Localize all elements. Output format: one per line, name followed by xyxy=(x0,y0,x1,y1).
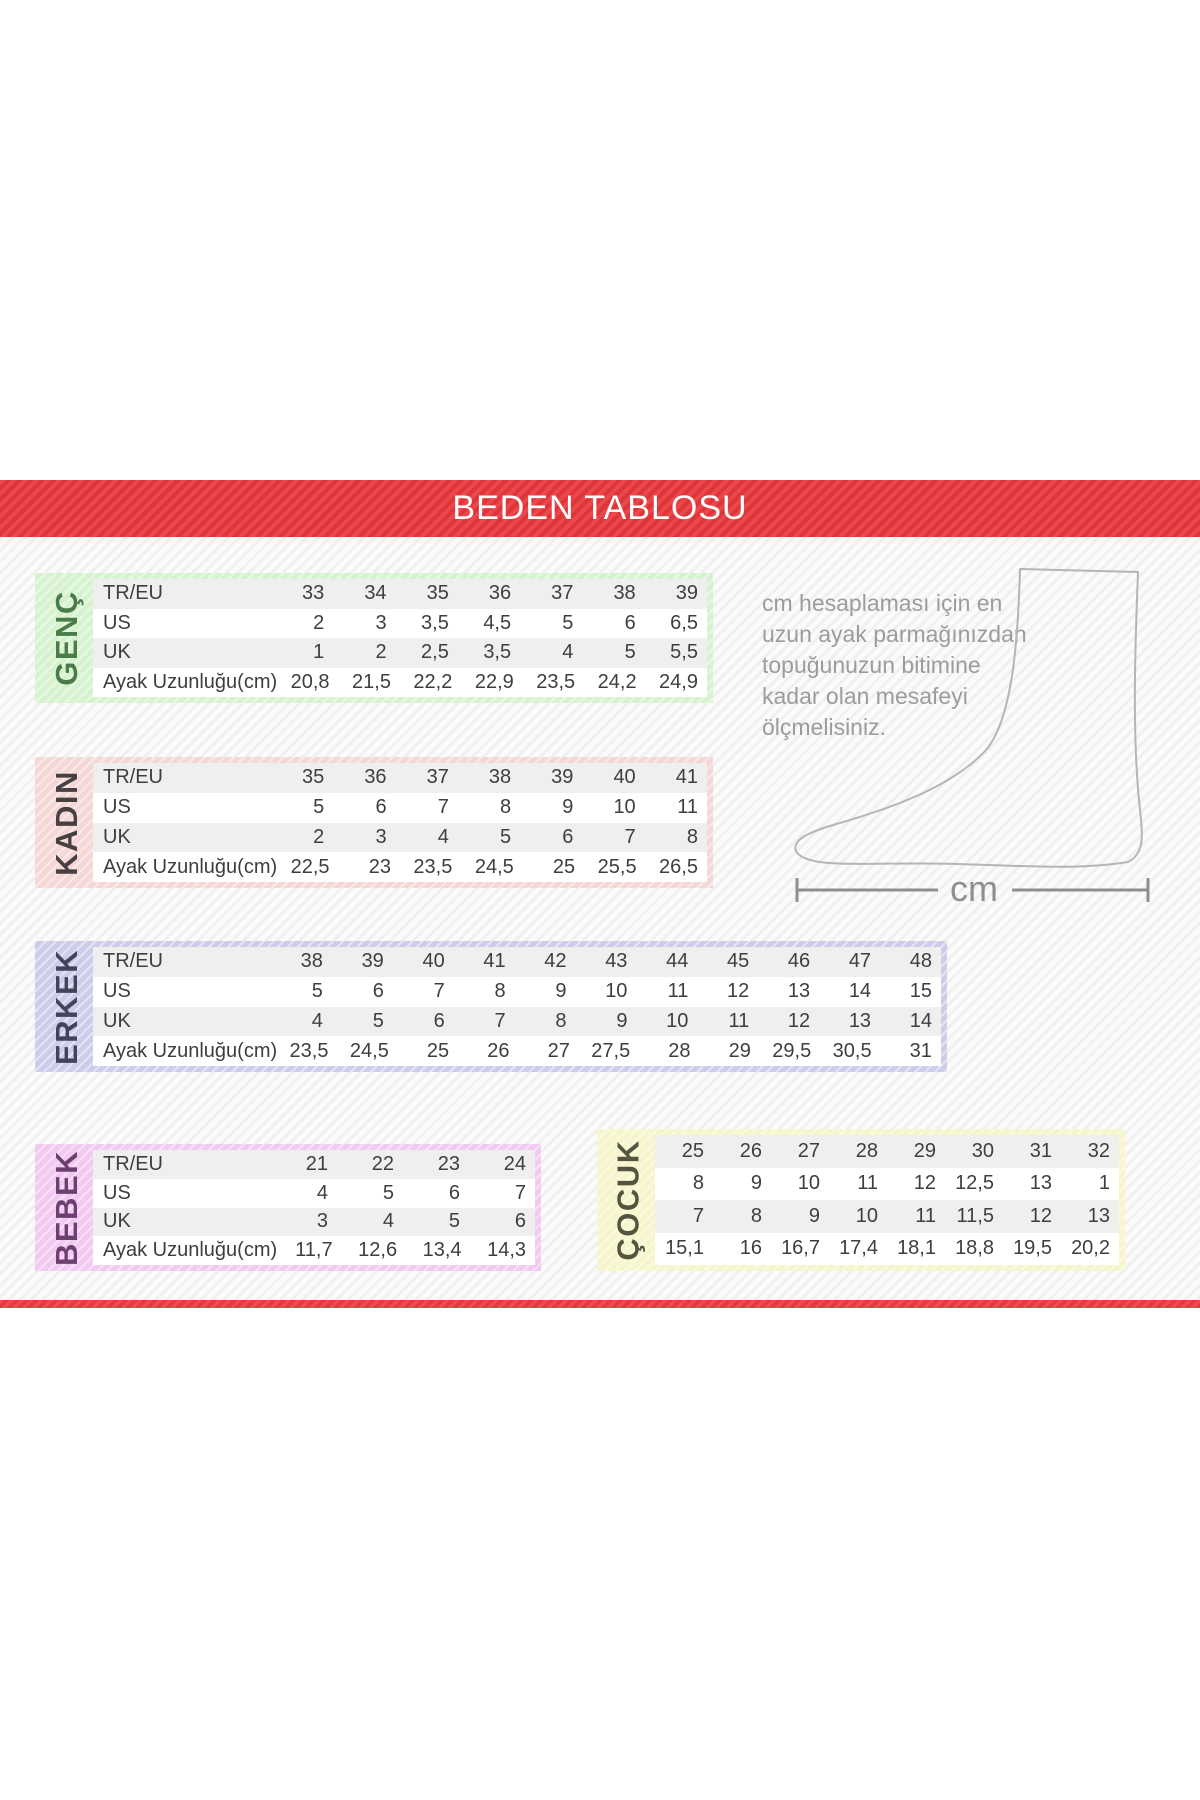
size-cell: 40 xyxy=(613,766,636,789)
instruction-line: topuğunuzun bitimine xyxy=(762,652,981,678)
size-cell: 15 xyxy=(909,980,932,1003)
foot-outline-path xyxy=(795,569,1141,867)
size-cell: 25 xyxy=(681,1139,704,1162)
size-cell: 8 xyxy=(494,980,506,1003)
size-cell: 11 xyxy=(915,1204,936,1227)
size-cell: 41 xyxy=(483,950,506,973)
size-table-erkek xyxy=(35,941,947,1072)
size-cell: 28 xyxy=(668,1039,691,1062)
size-cell: 44 xyxy=(666,950,689,973)
size-cell: 24 xyxy=(503,1152,526,1175)
size-cell: 3 xyxy=(316,1210,328,1233)
size-cell: 2 xyxy=(375,641,387,664)
table-row xyxy=(93,638,707,668)
size-cell: 29 xyxy=(913,1139,936,1162)
size-cell: 6 xyxy=(448,1181,460,1204)
size-cell: 10 xyxy=(605,980,628,1003)
row-label: US xyxy=(103,1181,131,1204)
foot-outline-icon xyxy=(788,558,1160,908)
size-cell: 27 xyxy=(797,1139,820,1162)
size-cell: 30,5 xyxy=(832,1039,872,1062)
table-row xyxy=(655,1168,1119,1201)
size-cell: 4 xyxy=(316,1181,328,1204)
size-cell: 8 xyxy=(555,1009,567,1032)
measure-unit-label: cm xyxy=(950,868,998,908)
size-cell: 20,8 xyxy=(290,670,330,693)
table-side-bebek xyxy=(41,1150,93,1265)
size-cell: 6 xyxy=(624,611,636,634)
size-cell: 5 xyxy=(562,611,574,634)
size-cell: 6 xyxy=(562,825,574,848)
size-cell: 12,5 xyxy=(955,1172,994,1195)
size-cell: 23,5 xyxy=(289,1039,329,1062)
page-title: BEDEN TABLOSU xyxy=(452,489,748,527)
row-label: Ayak Uzunluğu(cm) xyxy=(103,670,278,693)
size-cell: 28 xyxy=(855,1139,878,1162)
size-cell: 11 xyxy=(857,1172,878,1195)
size-cell: 6 xyxy=(375,796,387,819)
size-cell: 3,5 xyxy=(421,611,449,634)
table-rows xyxy=(93,579,707,697)
size-cell: 21 xyxy=(305,1152,328,1175)
table-side-erkek xyxy=(41,947,93,1066)
size-cell: 8 xyxy=(750,1204,762,1227)
size-cell: 2 xyxy=(313,825,325,848)
size-cell: 6 xyxy=(514,1210,526,1233)
table-row xyxy=(93,1236,535,1265)
size-cell: 39 xyxy=(361,950,384,973)
size-cell: 38 xyxy=(488,766,512,789)
size-cell: 5,5 xyxy=(670,641,698,664)
size-cell: 8 xyxy=(692,1172,704,1195)
size-cell: 27 xyxy=(547,1039,570,1062)
size-cell: 36 xyxy=(364,766,387,789)
size-cell: 25,5 xyxy=(597,855,637,878)
table-row xyxy=(93,763,707,793)
row-label: TR/EU xyxy=(103,1152,163,1175)
size-cell: 12 xyxy=(727,980,750,1003)
size-cell: 11 xyxy=(667,980,689,1003)
size-cell: 13 xyxy=(848,1009,872,1032)
size-cell: 40 xyxy=(422,950,445,973)
size-cell: 7 xyxy=(433,980,445,1003)
size-cell: 32 xyxy=(1087,1139,1110,1162)
table-rows xyxy=(655,1135,1119,1265)
size-cell: 12 xyxy=(1029,1204,1052,1227)
table-row xyxy=(93,609,707,639)
size-cell: 35 xyxy=(302,766,325,789)
size-cell: 23,5 xyxy=(413,855,453,878)
table-row xyxy=(93,1179,535,1208)
size-cell: 22,2 xyxy=(413,670,453,693)
size-cell: 9 xyxy=(616,1009,628,1032)
table-side-cocuk xyxy=(603,1135,655,1265)
table-category-label: ÇOCUK xyxy=(611,1139,647,1261)
size-cell: 24,9 xyxy=(659,670,698,693)
size-cell: 3,5 xyxy=(483,641,512,664)
size-cell: 9 xyxy=(750,1172,762,1195)
size-cell: 8 xyxy=(500,796,512,819)
table-row xyxy=(93,668,707,698)
size-cell: 7 xyxy=(624,825,636,848)
size-cell: 25 xyxy=(426,1039,450,1062)
instruction-line: kadar olan mesafeyi xyxy=(762,683,968,709)
size-cell: 35 xyxy=(426,582,449,605)
size-cell: 26 xyxy=(487,1039,510,1062)
table-category-label: GENÇ xyxy=(49,590,85,686)
size-cell: 4 xyxy=(562,641,574,664)
size-cell: 38 xyxy=(300,950,323,973)
size-cell: 12 xyxy=(913,1172,936,1195)
table-category-label: ERKEK xyxy=(49,948,85,1065)
size-cell: 5 xyxy=(382,1181,394,1204)
size-cell: 39 xyxy=(551,766,574,789)
table-rows xyxy=(93,763,707,882)
size-cell: 41 xyxy=(675,766,698,789)
size-cell: 11,5 xyxy=(956,1204,994,1227)
size-cell: 5 xyxy=(624,641,636,664)
size-cell: 3 xyxy=(375,825,387,848)
row-label: TR/EU xyxy=(103,582,163,605)
row-label: US xyxy=(103,796,131,819)
size-cell: 20,2 xyxy=(1071,1237,1110,1260)
instruction-line: ölçmelisiniz. xyxy=(762,714,886,740)
size-cell: 1 xyxy=(1098,1172,1110,1195)
size-cell: 33 xyxy=(302,582,325,605)
size-cell: 13,4 xyxy=(422,1239,462,1262)
size-cell: 46 xyxy=(787,950,811,973)
size-cell: 1 xyxy=(313,641,325,664)
size-cell: 11 xyxy=(677,796,698,819)
size-cell: 5 xyxy=(313,796,325,819)
table-row xyxy=(93,1208,535,1237)
size-cell: 47 xyxy=(848,950,872,973)
table-category-label: BEBEK xyxy=(49,1149,85,1266)
size-cell: 7 xyxy=(437,796,449,819)
table-row xyxy=(93,1036,941,1066)
row-label: Ayak Uzunluğu(cm) xyxy=(103,855,278,878)
size-cell: 24,5 xyxy=(349,1039,389,1062)
table-side-genc xyxy=(41,579,93,697)
size-cell: 2,5 xyxy=(421,641,449,664)
size-cell: 37 xyxy=(426,766,449,789)
size-cell: 7 xyxy=(514,1181,526,1204)
size-cell: 45 xyxy=(727,950,750,973)
size-cell: 31 xyxy=(1029,1139,1052,1162)
size-cell: 27,5 xyxy=(591,1039,631,1062)
size-cell: 6 xyxy=(372,980,384,1003)
table-side-kadin xyxy=(41,763,93,882)
size-cell: 22 xyxy=(371,1152,394,1175)
size-cell: 22,9 xyxy=(474,670,514,693)
table-rows xyxy=(93,1150,535,1265)
size-cell: 4 xyxy=(311,1009,323,1032)
row-label: US xyxy=(103,611,131,634)
size-cell: 48 xyxy=(909,950,932,973)
size-cell: 31 xyxy=(909,1039,932,1062)
table-row xyxy=(93,1150,535,1179)
size-cell: 43 xyxy=(605,950,628,973)
size-cell: 4,5 xyxy=(483,611,512,634)
size-cell: 9 xyxy=(562,796,574,819)
size-cell: 16,7 xyxy=(781,1237,820,1260)
size-cell: 7 xyxy=(494,1009,506,1032)
size-cell: 30 xyxy=(971,1139,994,1162)
size-cell: 13 xyxy=(1087,1204,1110,1227)
size-cell: 10 xyxy=(666,1009,689,1032)
size-cell: 5 xyxy=(372,1009,384,1032)
size-cell: 11,7 xyxy=(295,1239,333,1262)
size-cell: 14,3 xyxy=(487,1239,527,1262)
size-cell: 5 xyxy=(311,980,323,1003)
table-row xyxy=(655,1135,1119,1168)
size-cell: 34 xyxy=(364,582,387,605)
row-label: UK xyxy=(103,825,131,848)
table-rows xyxy=(93,947,941,1066)
row-label: TR/EU xyxy=(103,950,163,973)
size-cell: 37 xyxy=(551,582,574,605)
size-cell: 10 xyxy=(797,1172,820,1195)
size-cell: 13 xyxy=(787,980,811,1003)
bottom-red-strip xyxy=(0,1300,1200,1308)
row-label: Ayak Uzunluğu(cm) xyxy=(103,1039,278,1062)
size-cell: 42 xyxy=(544,950,567,973)
size-cell: 2 xyxy=(313,611,325,634)
size-cell: 5 xyxy=(448,1210,460,1233)
size-cell: 9 xyxy=(555,980,567,1003)
size-cell: 22,5 xyxy=(290,855,330,878)
row-label: Ayak Uzunluğu(cm) xyxy=(103,1239,278,1262)
size-cell: 24,2 xyxy=(597,670,637,693)
size-cell: 29 xyxy=(728,1039,751,1062)
size-cell: 29,5 xyxy=(772,1039,812,1062)
row-label: UK xyxy=(103,1009,131,1032)
foot-measurement-diagram xyxy=(788,558,1160,908)
size-cell: 19,5 xyxy=(1013,1237,1052,1260)
size-cell: 39 xyxy=(675,582,698,605)
size-cell: 12,6 xyxy=(358,1239,398,1262)
table-row xyxy=(93,1007,941,1037)
size-cell: 4 xyxy=(437,825,449,848)
size-cell: 23 xyxy=(368,855,391,878)
size-cell: 17,4 xyxy=(839,1237,878,1260)
table-row xyxy=(93,852,707,882)
size-cell: 23 xyxy=(437,1152,460,1175)
size-cell: 25 xyxy=(552,855,576,878)
table-row xyxy=(93,793,707,823)
row-label: UK xyxy=(103,1210,131,1233)
table-row xyxy=(93,823,707,853)
size-cell: 36 xyxy=(488,582,512,605)
size-cell: 11 xyxy=(728,1009,750,1032)
size-cell: 16 xyxy=(739,1237,762,1260)
instruction-line: uzun ayak parmağınızdan xyxy=(762,621,1027,647)
size-cell: 14 xyxy=(848,980,872,1003)
table-row xyxy=(655,1200,1119,1233)
size-cell: 8 xyxy=(686,825,698,848)
size-cell: 15,1 xyxy=(665,1237,704,1260)
size-cell: 4 xyxy=(382,1210,394,1233)
size-cell: 18,8 xyxy=(955,1237,994,1260)
size-table-cocuk xyxy=(597,1129,1125,1271)
size-cell: 6 xyxy=(433,1009,445,1032)
size-table-bebek xyxy=(35,1144,541,1271)
size-cell: 6,5 xyxy=(670,611,698,634)
size-cell: 14 xyxy=(909,1009,932,1032)
size-cell: 13 xyxy=(1029,1172,1052,1195)
size-cell: 10 xyxy=(855,1204,878,1227)
size-cell: 18,1 xyxy=(897,1237,936,1260)
size-table-kadin xyxy=(35,757,713,888)
title-banner xyxy=(0,480,1200,537)
size-cell: 9 xyxy=(808,1204,820,1227)
size-cell: 24,5 xyxy=(474,855,514,878)
row-label: US xyxy=(103,980,131,1003)
size-cell: 38 xyxy=(613,582,636,605)
row-label: UK xyxy=(103,641,131,664)
table-row xyxy=(93,977,941,1007)
table-row xyxy=(93,947,941,977)
size-cell: 23,5 xyxy=(536,670,576,693)
size-cell: 10 xyxy=(613,796,636,819)
instruction-line: cm hesaplaması için en xyxy=(762,590,1003,616)
size-cell: 26,5 xyxy=(659,855,698,878)
size-cell: 21,5 xyxy=(352,670,391,693)
size-cell: 12 xyxy=(787,1009,811,1032)
size-cell: 5 xyxy=(500,825,512,848)
size-cell: 7 xyxy=(692,1204,704,1227)
size-table-genc xyxy=(35,573,713,703)
table-row xyxy=(93,579,707,609)
table-category-label: KADIN xyxy=(49,769,85,876)
size-cell: 3 xyxy=(375,611,387,634)
table-row xyxy=(655,1233,1119,1266)
size-cell: 26 xyxy=(739,1139,762,1162)
row-label: TR/EU xyxy=(103,766,163,789)
